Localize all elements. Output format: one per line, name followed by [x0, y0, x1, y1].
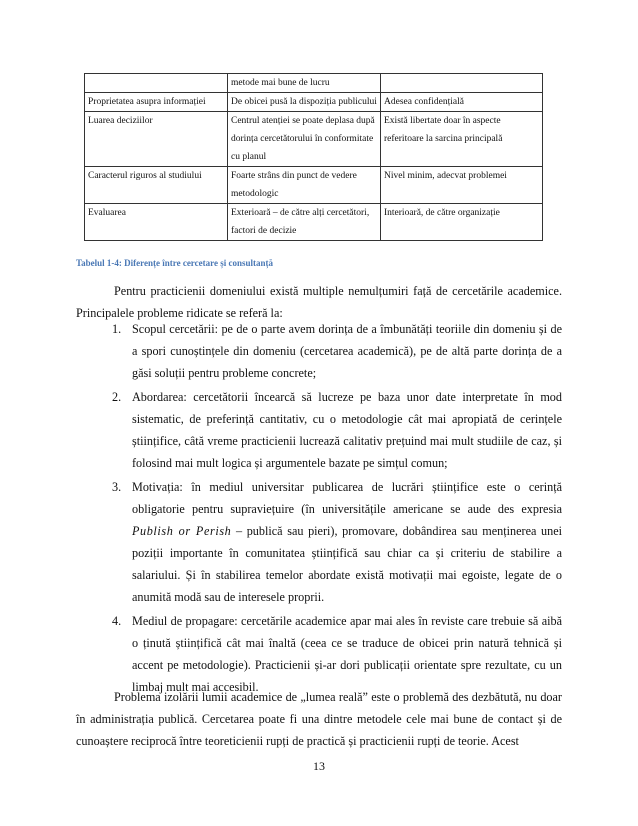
table-cell	[381, 74, 543, 93]
table-cell: Caracterul riguros al studiului	[85, 167, 228, 204]
table-cell: Adesea confidențială	[381, 93, 543, 112]
list-item	[112, 476, 562, 608]
list-item	[112, 318, 562, 384]
list-number: 3.	[112, 480, 122, 494]
body-paragraph: Problema izolării lumii academice de „lumea reală” este o problemă des dezbătută, nu doar în administrația publică. Cercetarea poate fi una dintre metodele cele mai bune de contact și de cunoaștere reciprocă între teoreticienii rupți de practică și practicienii rupți de teorie. Acest	[76, 690, 562, 748]
comparison-table	[84, 73, 543, 241]
table-cell: Foarte strâns din punct de vedere metodologic	[228, 167, 381, 204]
list-item-text: Abordarea: cercetătorii încearcă să lucreze pe baza unor date interpretate în mod sistematic, de preferință cantitativ, cu o metodologie cât mai apropiată de cerințele științifice, câtă vreme practicienii lucrează calitativ prețuind mai mult studiile de caz, și folosind mai mult logica și argumentele bazate pe simțul comun;	[132, 390, 562, 470]
list-item	[112, 610, 562, 698]
page-number: 13	[313, 759, 325, 773]
table-row	[85, 93, 543, 112]
table-cell: Proprietatea asupra informației	[85, 93, 228, 112]
table-cell: Există libertate doar în aspecte referitoare la sarcina principală	[381, 112, 543, 167]
table-cell: metode mai bune de lucru	[228, 74, 381, 93]
table-caption: Tabelul 1-4: Diferențe între cercetare și consultanță	[76, 258, 273, 268]
list-number: 4.	[112, 614, 122, 628]
list-number: 1.	[112, 322, 122, 336]
problem-list	[112, 318, 562, 700]
table-cell: Centrul atenției se poate deplasa după dorința cercetătorului în conformitate cu planul	[228, 112, 381, 167]
italic-expression: Publish or Perish	[132, 524, 232, 538]
table-row	[85, 167, 543, 204]
table-cell: De obicei pusă la dispoziția publicului	[228, 93, 381, 112]
table-row	[85, 74, 543, 93]
table-cell: Evaluarea	[85, 204, 228, 241]
list-item-text	[132, 480, 562, 604]
table-cell: Interioară, de către organizație	[381, 204, 543, 241]
list-item-text-start: Motivația: în mediul universitar publicarea de lucrări științifice este o cerință obligatorie pentru supraviețuire (în universitățile americane se aude des expresia	[132, 480, 562, 516]
body-paragraph: Pentru practicienii domeniului există multiple nemulțumiri față de cercetările academice. Principalele probleme ridicate se referă la:	[76, 284, 562, 320]
table-cell	[85, 74, 228, 93]
table-cell: Luarea deciziilor	[85, 112, 228, 167]
table-cell: Exterioară – de către alți cercetători, factori de decizie	[228, 204, 381, 241]
list-item-text: Scopul cercetării: pe de o parte avem dorința de a îmbunătăți teoriile din domeniu și de a spori cunoștințele din domeniu (cercetarea academică), pe de altă parte dorința de a găsi soluții pentru probleme concrete;	[132, 322, 562, 380]
table-cell: Nivel minim, adecvat problemei	[381, 167, 543, 204]
list-item-text: Mediul de propagare: cercetările academice apar mai ales în reviste care trebuie să aibă o ținută științifică cât mai înaltă (ceea ce se traduce de obicei prin natură tehnică și accent pe metodologie). Practicienii și-ar dori publicații orientate spre rezultate, cu un limbaj mult mai accesibil.	[132, 614, 562, 694]
list-item-text-end: – publică sau pieri), promovare, dobândirea sau menținerea unei poziții importante în comunitatea științifică sau chiar ca și criteriu de stabilire a salariului. Și în stabilirea temelor abordate există motivații mai egoiste, legate de o anumită modă sau de interesele proprii.	[132, 524, 562, 604]
table-row	[85, 112, 543, 167]
table-row	[85, 204, 543, 241]
list-item	[112, 386, 562, 474]
list-number: 2.	[112, 390, 122, 404]
